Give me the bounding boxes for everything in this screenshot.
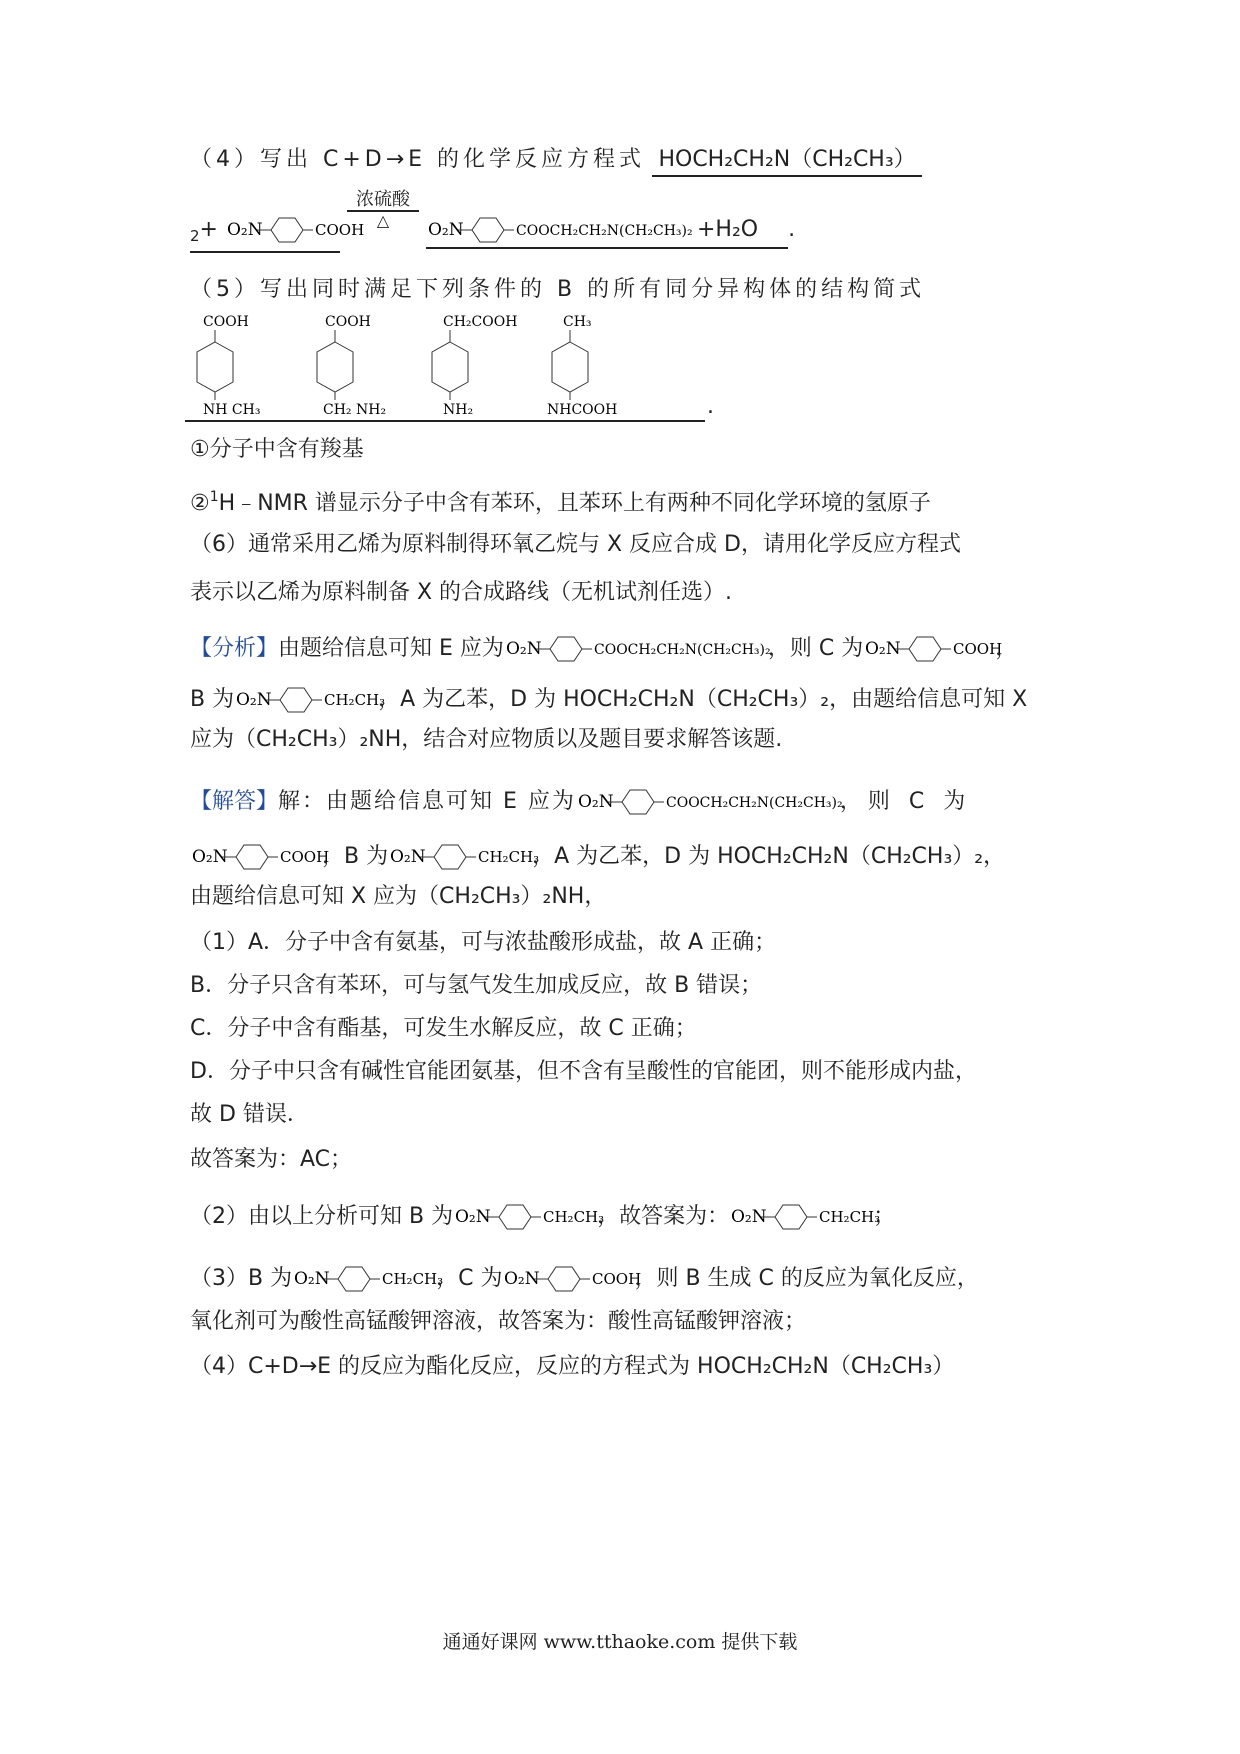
isomer-2: [317, 314, 386, 418]
svg-text:CH₂CH₃: CH₂CH₃: [478, 848, 540, 866]
q6-line1: （6）通常采用乙烯为原料制得环氧乙烷与 X 反应合成 D，请用化学反应方程式: [190, 532, 961, 557]
compound-e-structure-2: [577, 785, 843, 819]
svg-text:O₂N: O₂N: [865, 639, 901, 659]
svg-text:O₂N: O₂N: [504, 1269, 541, 1289]
solution-line1: 【解答】解：由题给信息可知 E 应为 O₂N COOCH₂CH₂N(CH₂CH₃)₂ ，则 C 为: [190, 785, 971, 819]
svg-text:COOH: COOH: [325, 314, 371, 330]
q4-product: O₂N COOCH₂CH₂N(CH₂CH₃)₂ +H₂O: [426, 213, 788, 249]
solution-part2: （2）由以上分析可知 B 为 O₂N CH₂CH₃ ，故答案为： O₂N CH₂CH₃ ；: [190, 1200, 895, 1234]
compound-b-structure-2: [390, 840, 540, 874]
compound-c-structure-3: [504, 1262, 642, 1296]
analysis-line2: B 为 O₂N CH₂CH₃ ，A 为乙苯，D 为 HOCH₂CH₂N（CH₂CH₃）₂，由题给信息可知 X: [190, 683, 1027, 717]
compound-b-structure-4: [731, 1200, 881, 1234]
answer-d-cont: 故 D 错误．: [190, 1102, 309, 1127]
compound-b-structure-3: [455, 1200, 605, 1234]
q4-answer-part1: HOCH₂CH₂N（CH₂CH₃）: [652, 145, 922, 177]
analysis-tag: 【分析】: [190, 636, 279, 661]
svg-text:O₂N: O₂N: [192, 847, 228, 867]
solution-part4: （4）C+D→E 的反应为酯化反应，反应的方程式为 HOCH₂CH₂N（CH₂CH₃）: [190, 1354, 955, 1379]
compound-b-structure: [236, 683, 386, 717]
compound-b-structure-5: [294, 1262, 444, 1296]
compound-e-structure: [505, 632, 771, 666]
condition-1: ①分子中含有羧基: [190, 437, 364, 462]
svg-text:CH₂ NH₂: CH₂ NH₂: [323, 402, 387, 418]
q4-line2: $_2$+ O₂N COOH 浓硫酸 △ O₂N COOCH₂CH₂N(CH₂CH₃)₂ +H₂O .: [190, 200, 795, 253]
svg-text:CH₂COOH: CH₂COOH: [443, 314, 518, 330]
q5-isomers: [185, 310, 705, 422]
isomer-structures: [185, 310, 705, 418]
isomer-4: [547, 314, 617, 418]
svg-text:CH₂CH₃: CH₂CH₃: [819, 1208, 881, 1226]
svg-text:O₂N: O₂N: [236, 690, 272, 710]
isomer-1: [197, 314, 260, 418]
answer-d: D．分子中只含有碱性官能团氨基，但不含有呈酸性的官能团，则不能形成内盐，: [190, 1059, 977, 1084]
analysis-line1: 【分析】由题给信息可知 E 应为 O₂N COOCH₂CH₂N(CH₂CH₃)₂ ，则 C 为 O₂N COOH ，: [190, 632, 1017, 666]
svg-text:CH₃: CH₃: [563, 314, 592, 330]
nitro-benzoic-acid-structure: [226, 213, 365, 247]
svg-text:COOH: COOH: [280, 848, 330, 866]
solution-line3: 由题给信息可知 X 应为（CH₂CH₃）₂NH，: [190, 884, 607, 909]
svg-text:CH₂CH₃: CH₂CH₃: [324, 691, 386, 709]
compound-c-structure: [865, 632, 1003, 666]
q5-end: .: [707, 394, 714, 419]
isomer-3: [432, 314, 517, 418]
svg-text:COOH: COOH: [314, 221, 365, 239]
svg-text:O₂N: O₂N: [226, 220, 263, 240]
q5-text: （5）写出同时满足下列条件的 B 的所有同分异构体的结构简式: [190, 277, 926, 302]
answer-1: 故答案为：AC；: [190, 1147, 353, 1172]
svg-text:NH CH₃: NH CH₃: [203, 402, 261, 418]
q6-line2: 表示以乙烯为原料制备 X 的合成路线（无机试剂任选）.: [190, 580, 733, 605]
answer-b: B．分子只含有苯环，可与氢气发生加成反应，故 B 错误；: [190, 973, 763, 998]
svg-text:O₂N: O₂N: [390, 847, 426, 867]
svg-text:NH₂: NH₂: [443, 402, 474, 418]
reaction-arrow: 浓硫酸 △: [347, 190, 419, 230]
solution-line2: O₂N COOH ，B 为 O₂N CH₂CH₃ ，A 为乙苯，D 为 HOCH₂CH₂N（CH₂CH₃）₂，: [190, 840, 1005, 874]
svg-text:O₂N: O₂N: [505, 639, 542, 659]
footer: 通通好课网 www.tthaoke.com 提供下载: [442, 1631, 798, 1653]
svg-text:COOCH₂CH₂N(CH₂CH₃)₂: COOCH₂CH₂N(CH₂CH₃)₂: [665, 795, 843, 811]
answer-c: C．分子中含有酯基，可发生水解反应，故 C 正确；: [190, 1016, 697, 1041]
svg-text:CH₂CH₃: CH₂CH₃: [543, 1208, 605, 1226]
svg-text:COOH: COOH: [953, 640, 1003, 658]
answer-a: （1）A．分子中含有氨基，可与浓盐酸形成盐，故 A 正确；: [190, 930, 777, 955]
svg-text:O₂N: O₂N: [294, 1269, 330, 1289]
svg-text:NHCOOH: NHCOOH: [547, 402, 618, 418]
svg-text:O₂N: O₂N: [731, 1207, 767, 1227]
svg-text:O₂N: O₂N: [577, 792, 614, 812]
q4-line1: [190, 145, 922, 177]
svg-text:O₂N: O₂N: [455, 1207, 491, 1227]
solution-part3-cont: 氧化剂可为酸性高锰酸钾溶液，故答案为：酸性高锰酸钾溶液；: [190, 1309, 807, 1334]
solution-part3: （3）B 为 O₂N CH₂CH₃ ，C 为 O₂N COOH ，则 B 生成 C 的反应为氧化反应，: [190, 1262, 979, 1296]
q4-prefix: （4）写出 C+D→E 的化学反应方程式: [190, 147, 646, 172]
q4-reactant: $_2$+ O₂N COOH: [190, 213, 340, 253]
ester-product-structure: [428, 213, 693, 247]
svg-text:COOCH₂CH₂N(CH₂CH₃)₂: COOCH₂CH₂N(CH₂CH₃)₂: [593, 642, 771, 658]
condition-2: ②$^1$H﹣NMR 谱显示分子中含有苯环，且苯环上有两种不同化学环境的氢原子: [190, 489, 931, 516]
analysis-line3: 应为（CH₂CH₃）₂NH，结合对应物质以及题目要求解答该题.: [190, 727, 783, 752]
svg-text:COOH: COOH: [592, 1270, 642, 1288]
svg-text:COOCH₂CH₂N(CH₂CH₃)₂: COOCH₂CH₂N(CH₂CH₃)₂: [516, 223, 693, 239]
solution-tag: 【解答】: [190, 789, 279, 814]
svg-text:CH₂CH₃: CH₂CH₃: [382, 1270, 444, 1288]
compound-c-structure-2: [192, 840, 330, 874]
svg-text:O₂N: O₂N: [428, 220, 464, 240]
svg-text:COOH: COOH: [203, 314, 249, 330]
